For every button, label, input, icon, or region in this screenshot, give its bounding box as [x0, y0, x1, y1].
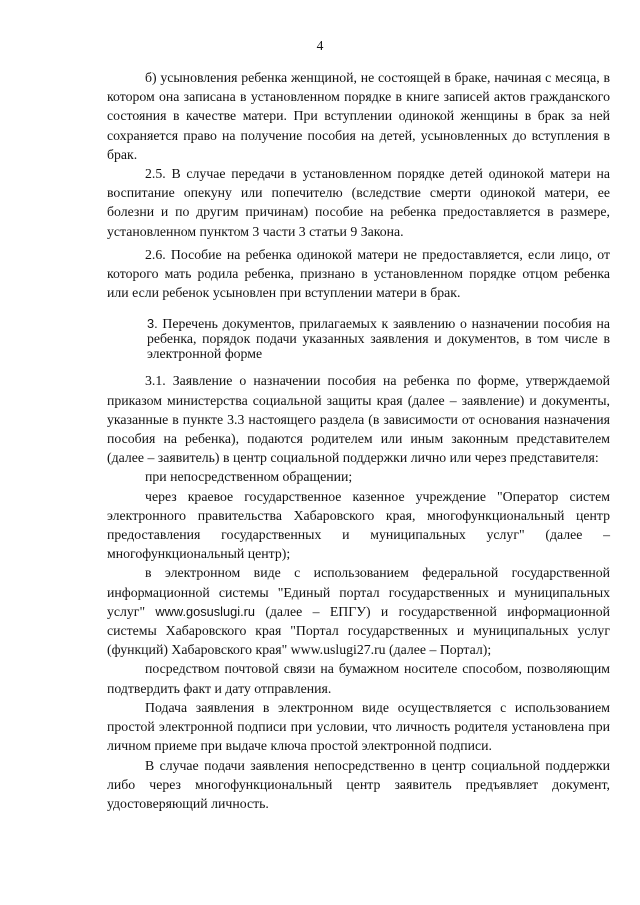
section-3-number: 3.	[147, 316, 158, 332]
paragraph-2-5: 2.5. В случае передачи в установленном порядке детей одинокой матери на воспитание опекуну или попечителю (вследствие смерти одинокой матери, ее болезни и по другим причинам) пособие на ребенка предоставляется в размере, установленном пунктом 3 части 3 статьи 9 Закона.	[107, 166, 610, 239]
paragraph-electronic-signature: Подача заявления в электронном виде осуществляется с использованием простой электронной подписи при условии, что личность родителя установлена при личном приеме при выдаче ключа простой электронной подписи.	[107, 699, 610, 754]
paragraph-b-adoption: б) усыновления ребенка женщиной, не состоящей в браке, начиная с месяца, в котором она записана в установленном порядке в книге записей актов гражданского состояния в качестве матери. При вступлении одинокой женщины в брак за ней сохраняется право на получение пособия на детей, усыновленных до вступления в брак.	[107, 70, 610, 162]
electronic-text-a: в электронном виде с использованием федеральной государственной информационной системы "Единый портал государственных и муниципальных услуг"	[107, 565, 610, 619]
paragraph-2-6: 2.6. Пособие на ребенка одинокой матери не предоставляется, если лицо, от которого мать родила ребенка, признано в установленном порядке отцом ребенка или если ребенок усыновлен при вступлении матери в брак.	[107, 246, 610, 301]
uslugi27-link: www.uslugi27.ru	[290, 642, 386, 658]
paragraph-identity-document: В случае подачи заявления непосредственно в центр социальной поддержки либо через многофункциональный центр заявитель предъявляет документ, удостоверяющий личность.	[107, 757, 610, 811]
section-3-heading	[107, 316, 610, 361]
section-3-title: Перечень документов, прилагаемых к заявлению о назначении пособия на ребенка, порядок подачи указанных заявления и документов, в том числе в электронной форме	[147, 316, 610, 362]
paragraph-electronic	[107, 563, 610, 659]
gosuslugi-link: www.gosuslugi.ru	[155, 603, 255, 619]
paragraph-mfc: через краевое государственное казенное учреждение "Оператор систем электронного правительства Хабаровского края, многофункциональный центр предоставления государственных и муниципальных услуг" (далее – многофункциональный центр);	[107, 488, 610, 562]
paragraph-3-1: 3.1. Заявление о назначении пособия на ребенка по форме, утверждаемой приказом министерства социальной защиты края (далее – заявление) и документы, указанные в пункте 3.3 настоящего раздела (в зависимости от основания назначения пособия на ребенка), подаются родителем или иным законным представителем (далее – заявитель) в центр социальной поддержки лично или через представителя:	[107, 373, 610, 466]
document-body	[107, 68, 610, 813]
paragraph-direct-appeal: при непосредственном обращении;	[145, 469, 353, 485]
paragraph-post: посредством почтовой связи на бумажном носителе способом, позволяющим подтвердить факт и дату отправления.	[107, 661, 610, 696]
page-number: 4	[316, 38, 324, 53]
electronic-text-b: (далее – ЕПГУ) и государственной информационной системы Хабаровского края "Портал государственных и муниципальных услуг (функций) Хабаровского края"	[107, 603, 610, 658]
electronic-text-c: (далее – Портал);	[385, 642, 492, 658]
